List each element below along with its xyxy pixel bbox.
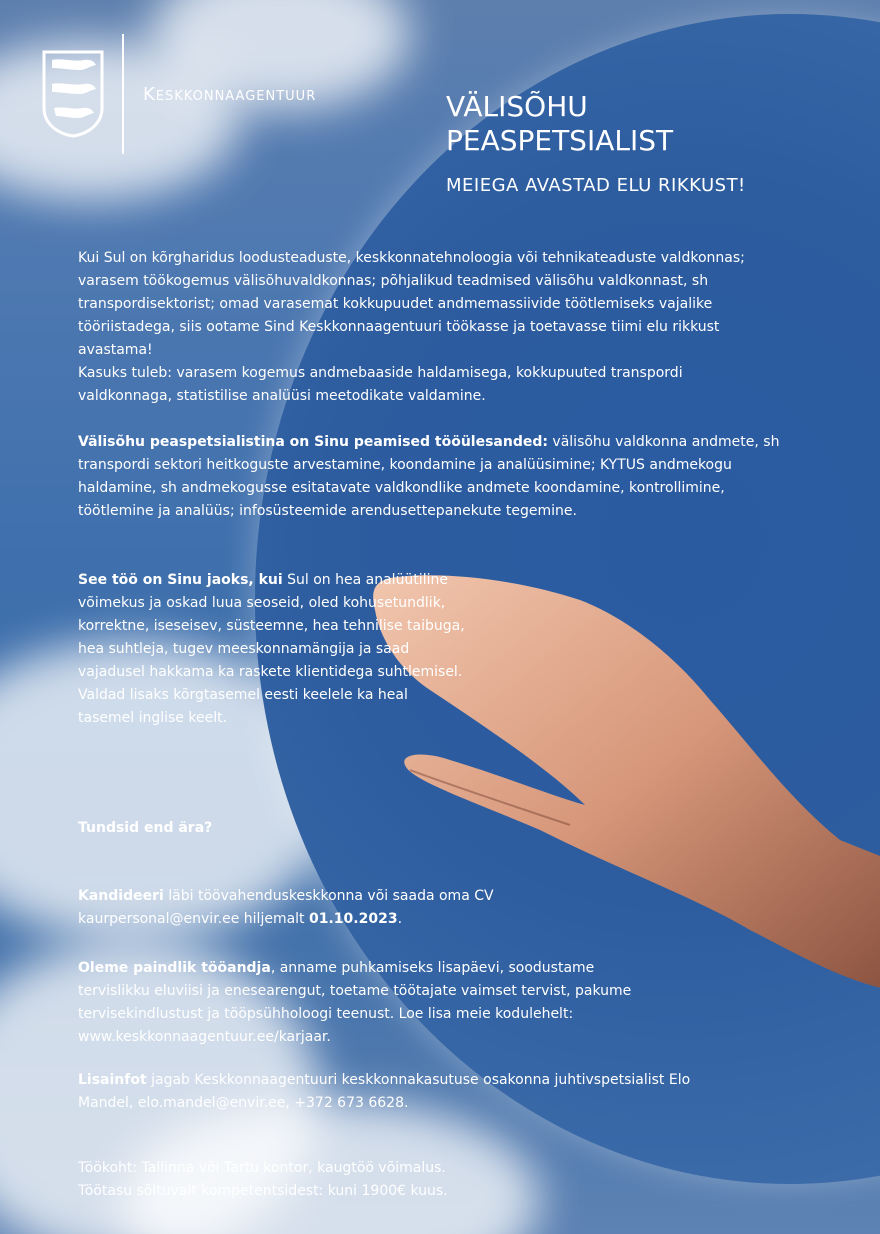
footer-salary: Töötasu sõltuvalt kompetentsidest: kuni 1900€ kuus. (78, 1183, 448, 1199)
job-subtitle: MEIEGA AVASTAD ELU RIKKUST! (446, 175, 746, 196)
apply-lead: Kandideeri (78, 888, 164, 904)
apply-text: läbi töövahenduskeskkonna või saada oma CV kaurpersonal@envir.ee hiljemalt (78, 888, 494, 927)
contact-text: jagab Keskkonnaagentuuri keskkonnakasutuse osakonna juhtivspetsialist Elo Mandel, elo.mandel@envir.ee, +372 673 6628. (78, 1072, 691, 1111)
employer-paragraph (78, 957, 638, 1049)
question-text: Tundsid end ära? (78, 820, 213, 836)
tasks-text: välisõhu valdkonna andmete, sh transpordi sektori heitkoguste arvestamine, koondamine ja analüüsimine; KYTUS andmekogu haldamine, sh andmekogusse esitatavate valdkondlike andmete koondamine, kontrollimine, töötlemine ja analüüs; infosüsteemide arendusettepanekute tegemine. (78, 434, 780, 519)
fit-text: Sul on hea analüütiline võimekus ja oskad luua seoseid, oled kohusetundlik, korrektne, iseseisev, süsteemne, hea tehnilise taibuga, hea suhtleja, tugev meeskonnamängija ja saad vajadusel hakkama ka raskete klientidega suhtlemisel. Valdad lisaks kõrgtasemel eesti keelele ka heal tasemel inglise keelt. (78, 572, 465, 726)
job-title-line1: VÄLISÕHU (446, 90, 588, 123)
logo-divider (122, 34, 124, 154)
advantages-text: Kasuks tuleb: varasem kogemus andmebaaside haldamisega, kokkupuuted transpordi valdkonnaga, statistilise analüüsi meetodikate valdamine. (78, 365, 683, 404)
question-heading (78, 817, 212, 840)
apply-deadline: 01.10.2023 (309, 911, 398, 927)
tasks-lead: Välisõhu peaspetsialistina on Sinu peamised tööülesanded: (78, 434, 548, 450)
intro-text: Kui Sul on kõrgharidus loodusteaduste, keskkonnatehnoloogia või tehnikateaduste valdkonnas; varasem töökogemus välisõhuvaldkonnas; põhjalikud teadmised välisõhu valdkonnast, sh transpordisektorist; omad varasemat kokkupuudet andmemassiivide töötlemiseks vajalike tööriistadega, siis ootame Sind Keskkonnaagentuuri töökasse ja toetavasse tiimi elu rikkust avastama! (78, 250, 745, 358)
org-name: Keskkonnaagentuur (143, 84, 317, 105)
contact-paragraph (78, 1069, 728, 1115)
apply-end: . (397, 911, 403, 927)
employer-text: , anname puhkamiseks lisapäevi, soodustame tervislikku eluviisi ja enesearengut, toetame töötajate vaimset tervist, pakume tervisekindlustust ja tööpsühholoogi teenust. Loe lisa meie kodulehelt: www.keskkonnaagentuur.ee/karjaar. (78, 960, 632, 1045)
estonian-coat-of-arms-icon (40, 48, 106, 138)
contact-lead: Lisainfot (78, 1072, 147, 1088)
employer-lead: Oleme paindlik tööandja (78, 960, 271, 976)
fit-lead: See töö on Sinu jaoks, kui (78, 572, 283, 588)
job-title-line2: PEASPETSIALIST (446, 124, 674, 157)
fit-paragraph (78, 569, 468, 730)
tasks-paragraph (78, 431, 788, 523)
footer-location: Töökoht: Tallinna või Tartu kontor, kaugtöö võimalus. (78, 1160, 446, 1176)
apply-paragraph (78, 885, 598, 931)
intro-paragraph (78, 247, 778, 408)
job-title (446, 90, 673, 158)
footer-paragraph (78, 1157, 578, 1203)
